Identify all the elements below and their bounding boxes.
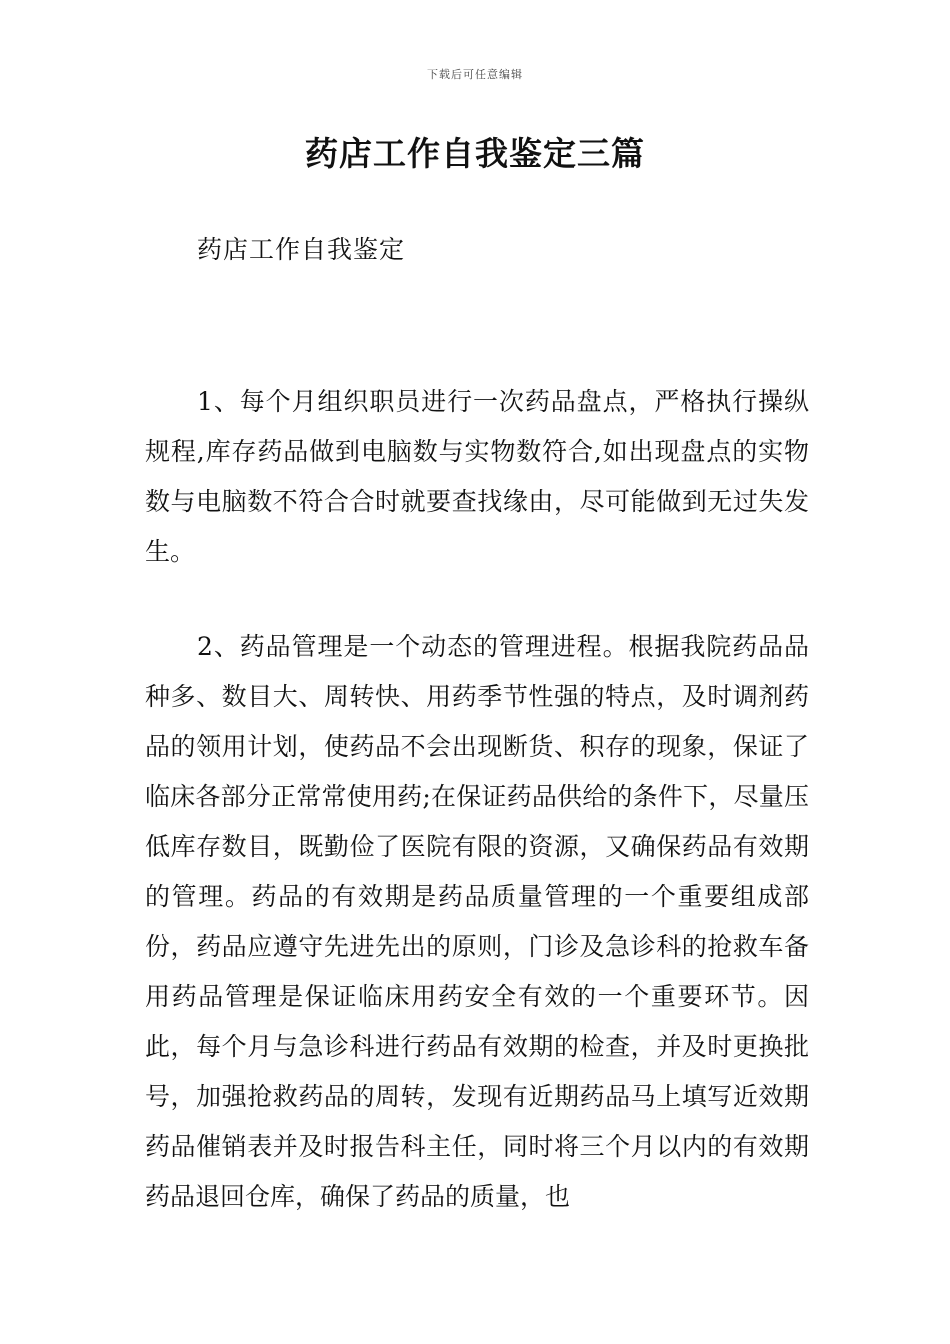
section-heading: 药店工作自我鉴定 [197,235,406,264]
document-title: 药店工作自我鉴定三篇 [305,134,645,173]
body-paragraph-2: 2、药品管理是一个动态的管理进程。根据我院药品品种多、数目大、周转快、用药季节性强的特点，及时调剂药品的领用计划，使药品不会出现断货、积存的现象，保证了临床各部分正常常使用药;在保证药品供给的条件下，尽量压低库存数目，既勤俭了医院有限的资源，又确保药品有效期的管理。药品的有效期是药品质量管理的一个重要组成部份，药品应遵守先进先出的原则，门诊及急诊科的抢救车备用药品管理是保证临床用药安全有效的一个重要环节。因此，每个月与急诊科进行药品有效期的检查，并及时更换批号，加强抢救药品的周转，发现有近期药品马上填写近效期药品催销表并及时报告科主任，同时将三个月以内的有效期药品退回仓库，确保了药品的质量，也 [145,632,809,1211]
body-paragraph-1: 1、每个月组织职员进行一次药品盘点，严格执行操纵规程,库存药品做到电脑数与实物数符合,如出现盘点的实物数与电脑数不符合合时就要查找缘由，尽可能做到无过失发生。 [145,387,809,566]
header-note: 下载后可任意编辑 [427,68,523,81]
